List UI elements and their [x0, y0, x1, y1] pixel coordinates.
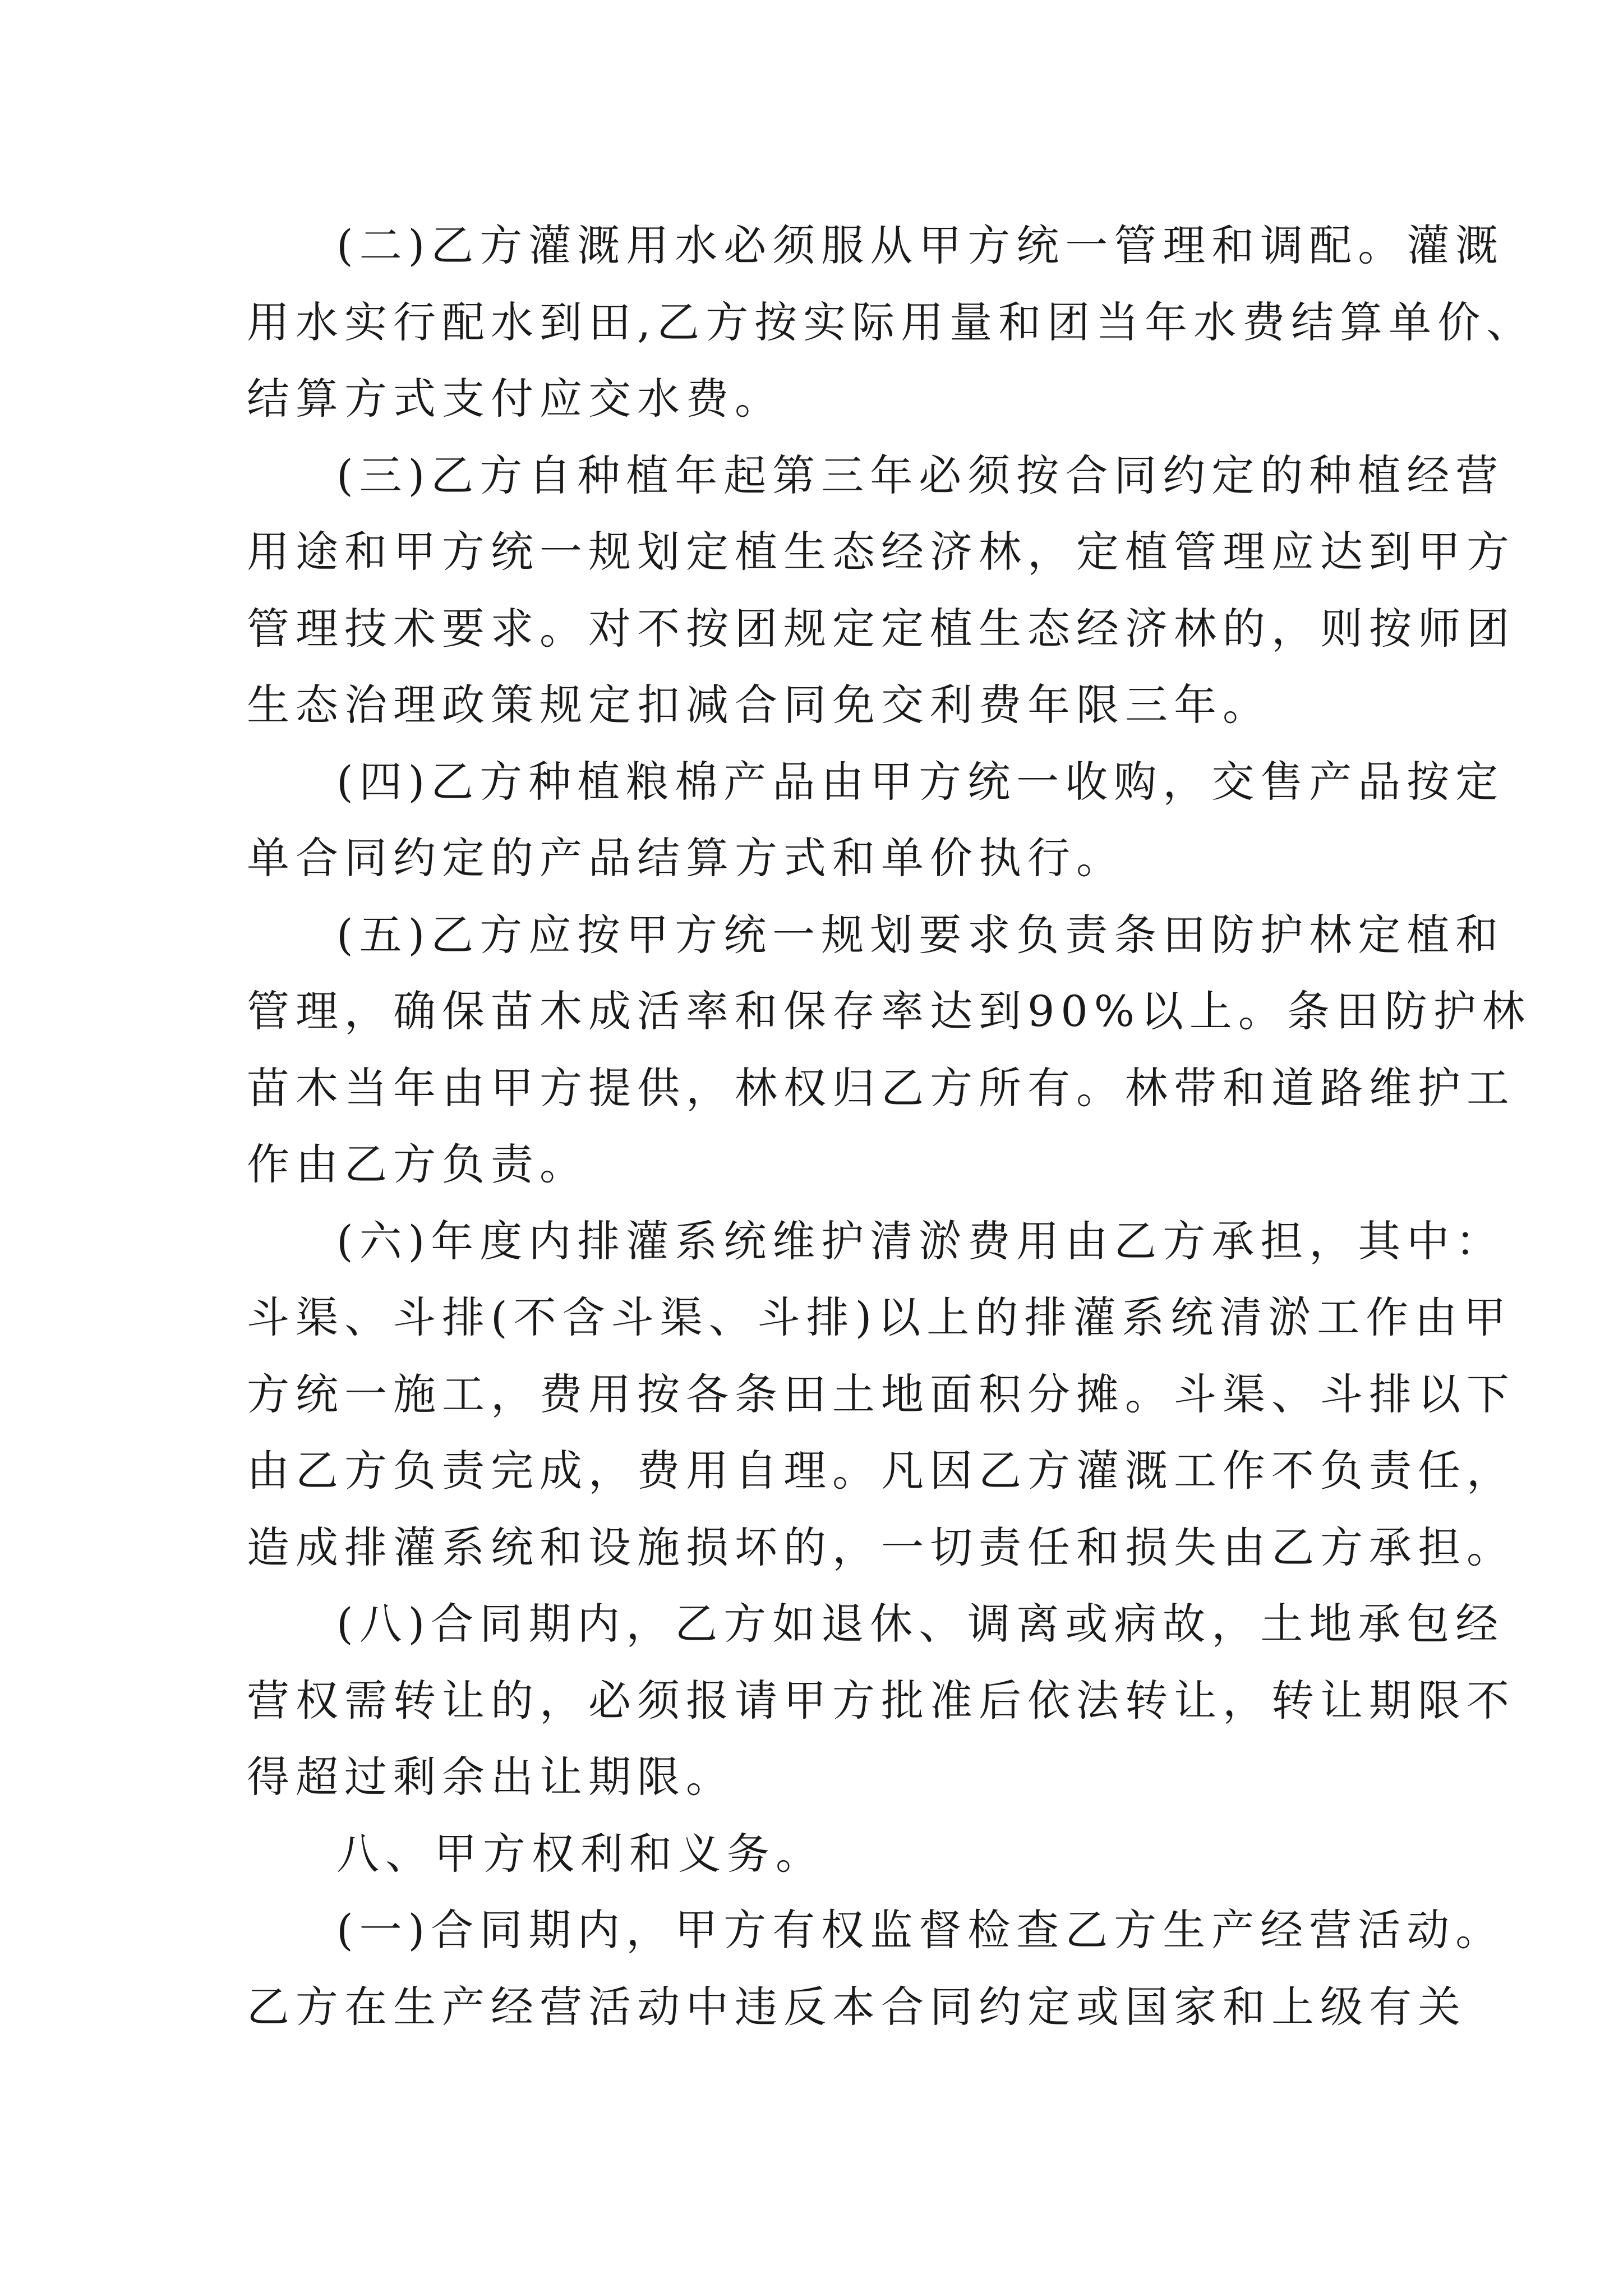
body-line: 生态治理政策规定扣减合同免交利费年限三年。 — [247, 680, 1271, 730]
body-line: (五)乙方应按甲方统一规划要求负责条田防护林定植和 — [336, 909, 1505, 960]
body-line: 用水实行配水到田,乙方按实际用量和团当年水费结算单价、 — [247, 297, 1536, 347]
body-line: (六)年度内排灌系统维护清淤费用由乙方承担，其中： — [336, 1216, 1505, 1266]
body-line: 斗渠、斗排(不含斗渠、斗排)以上的排灌系统清淤工作由甲 — [247, 1292, 1513, 1342]
body-line: 由乙方负责完成，费用自理。凡因乙方灌溉工作不负责任， — [247, 1446, 1515, 1496]
body-line: 单合同约定的产品结算方式和单价执行。 — [247, 833, 1125, 883]
body-line: 造成排灌系统和设施损坏的，一切责任和损失由乙方承担。 — [247, 1522, 1515, 1572]
body-line: (一)合同期内，甲方有权监督检查乙方生产经营活动。 — [336, 1905, 1505, 1955]
body-line: 管理，确保苗木成活率和保存率达到90%以上。条田防护林 — [247, 986, 1531, 1036]
body-line: 得超过剩余出让期限。 — [247, 1752, 735, 1802]
body-line: (三)乙方自种植年起第三年必须按合同约定的种植经营 — [336, 450, 1505, 500]
body-line: (八)合同期内，乙方如退休、调离或病故，土地承包经 — [336, 1599, 1505, 1649]
body-line: 乙方在生产经营活动中违反本合同约定或国家和上级有关 — [247, 1981, 1467, 2032]
body-line: 苗木当年由甲方提供，林权归乙方所有。林带和道路维护工 — [247, 1062, 1515, 1113]
body-line: 用途和甲方统一规划定植生态经济林，定植管理应达到甲方 — [247, 527, 1515, 577]
section-heading: 八、甲方权利和义务。 — [336, 1828, 824, 1879]
body-line: 方统一施工，费用按各条田土地面积分摊。斗渠、斗排以下 — [247, 1369, 1515, 1419]
body-line: 管理技术要求。对不按团规定定植生态经济林的，则按师团 — [247, 603, 1515, 654]
body-line: 营权需转让的，必须报请甲方批准后依法转让，转让期限不 — [247, 1675, 1515, 1726]
body-line: (二)乙方灌溉用水必须服从甲方统一管理和调配。灌溉 — [336, 220, 1505, 270]
body-line: (四)乙方种植粮棉产品由甲方统一收购，交售产品按定 — [336, 756, 1505, 807]
document-body — [247, 208, 1536, 2045]
body-line: 作由乙方负责。 — [247, 1139, 588, 1189]
body-line: 结算方式支付应交水费。 — [247, 374, 783, 424]
